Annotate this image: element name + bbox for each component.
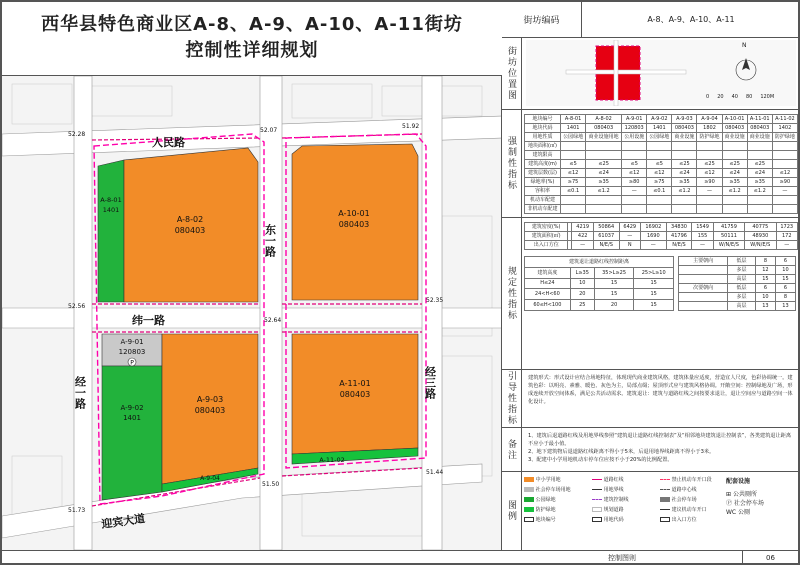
facilities-title: 配套设施 <box>726 478 751 485</box>
guide-table <box>524 222 798 250</box>
parcel-A-8-02[interactable] <box>124 148 258 302</box>
facility-item: WC 公厕 <box>726 509 751 516</box>
spacing-table <box>678 256 796 311</box>
label-A-8-01: A-8-01 <box>100 196 122 204</box>
title-block <box>2 2 502 76</box>
label-A-9-01: A-9-01 <box>120 338 144 346</box>
guidance-section <box>502 370 800 428</box>
table-row: 地块面积(㎡) <box>525 142 798 151</box>
control-label: 强制性指标 <box>502 110 522 217</box>
road-name-far-east: 经三路 <box>423 366 437 399</box>
location-label: 街坊位置图 <box>502 38 522 109</box>
legend-item: 建议机动车开口 <box>660 506 724 513</box>
facility-item: Ⓟ 社会停车场 <box>726 500 764 507</box>
label-A-10-01: A-10-01 <box>338 209 370 218</box>
legend-grid <box>524 476 724 523</box>
table-row: 60≤H<100 25 20 15 <box>525 300 674 311</box>
table-row: 建筑层数(层) ≤12 ≤24 ≤12 ≤12 ≤24 ≤12 ≤24 ≤24 ≤12 <box>525 169 798 178</box>
legend-item: 出入口方位 <box>660 516 724 523</box>
elev-4: 52.35 <box>426 297 444 304</box>
elev-1: 52.28 <box>68 131 86 138</box>
table-row: 多层 10 8 <box>679 293 796 302</box>
legend-item: 禁止机动车开口段 <box>660 476 724 483</box>
block-code-value: A-8、A-9、A-10、A-11 <box>647 15 735 24</box>
facilities-box <box>726 476 798 516</box>
table-row: 主要朝向 低层 8 6 <box>679 257 796 266</box>
legend-item: 地块编号 <box>524 516 588 523</box>
location-section <box>502 38 800 110</box>
code-A-9-01: 120803 <box>118 348 146 356</box>
setback-table <box>524 256 674 311</box>
code-A-11-01: 080403 <box>339 390 371 399</box>
legend-label: 图例 <box>502 472 522 550</box>
notes-section <box>502 428 800 472</box>
legend-item: 规划道路 <box>592 506 656 513</box>
table-row: 出入口方位 — N/E/S N — N/E/S — W/N/E/S W/N/E/S — <box>525 241 798 250</box>
legend-item: 道路红线 <box>592 476 656 483</box>
guide-table-wrap <box>524 222 798 311</box>
legend-item: 公园绿地 <box>524 496 588 503</box>
location-map[interactable] <box>526 40 796 106</box>
table-row: 地块代码 1401 080403 120803 1401 080403 1802 080403 080403 1402 <box>525 124 798 133</box>
table-row: H≤24 10 15 15 <box>525 278 674 289</box>
block-code-label: 街坊编码 <box>502 2 582 37</box>
elev-7: 51.50 <box>262 481 280 488</box>
legend-item: 道路中心线 <box>660 486 724 493</box>
elev-2: 52.07 <box>260 127 278 134</box>
road-name-middle: 纬一路 <box>132 314 165 327</box>
label-A-9-02: A-9-02 <box>120 404 144 412</box>
table-row: 绿地率(%) ≥75 ≥35 ≥80 ≥75 ≥35 ≥90 ≥35 ≥35 ≥90 <box>525 178 798 187</box>
legend-item: 用地界线 <box>592 486 656 493</box>
page-number: 06 <box>742 551 798 565</box>
north-icon: N <box>742 42 747 49</box>
control-table-wrap <box>524 114 798 214</box>
guidance-text: 建筑形式：形式设计应结合场地特征，体现现代商业建筑风格，建筑体量应适度，营造宜人尺度，色彩协调统一。建筑色彩：以明亮、素雅、暖色、灰色为主，局部点缀；屋顶形式应与建筑风格协调。开敞空间：控制绿地及广场，形成连续开放空间体系，满足公共活动需求。建筑退让：建筑与道路红线之间按要求退让，退让空间应与道路空间一体化设计。 <box>528 375 793 405</box>
table-row: 高层 15 15 <box>679 275 796 284</box>
table-row: 用地性质 公园绿地 商业设施用地 公用设施 公园绿地 商业设施 防护绿地 商业设施 商业设施 防护绿地 <box>525 133 798 142</box>
table-row: 建筑限高 <box>525 151 798 160</box>
elev-3: 51.92 <box>402 123 420 130</box>
table-row: 多层 12 10 <box>679 266 796 275</box>
parcel-A-8-01[interactable] <box>98 160 124 302</box>
code-A-10-01: 080403 <box>338 220 370 229</box>
label-A-11-01: A-11-01 <box>339 379 371 388</box>
footer-label: 控制图则 <box>608 554 636 562</box>
table-row: 建筑高度(m) ≤5 ≤25 ≤5 ≤5 ≤25 ≤25 ≤25 ≤25 <box>525 160 798 169</box>
setback-tables <box>524 256 798 311</box>
control-header-row: 地块编号 A-8-01 A-8-02 A-9-01 A-9-02 A-9-03 A-9-04 A-10-01 A-11-01 A-11-02 <box>525 115 798 124</box>
code-A-9-02: 1401 <box>123 414 141 422</box>
note-item: 3、配建中小学用地机动车停车位应按不小于20%的比例配置。 <box>528 457 673 463</box>
guidance-label: 引导性指标 <box>502 370 522 427</box>
table-row: 次要朝向 低层 6 6 <box>679 284 796 293</box>
table-row: 建筑密度(%) 4219 50864 6429 16902 34830 1549 41759 40775 1723 <box>525 223 798 232</box>
label-A-8-02: A-8-02 <box>176 215 204 224</box>
parcel-A-9-02[interactable] <box>102 366 162 500</box>
sheet-title: 西华县特色商业区A-8、A-9、A-10、A-11街坊 <box>41 14 463 35</box>
table-row: 建筑面积(㎡) 422 61037 — 1690 41796 155 50111 48930 172 <box>525 232 798 241</box>
code-A-8-02: 080403 <box>174 226 206 235</box>
table-row: 24<H<60 20 15 15 <box>525 289 674 300</box>
legend-section <box>502 472 800 550</box>
plan-map[interactable] <box>2 76 502 550</box>
code-A-9-03: 080403 <box>194 406 226 415</box>
table-row: 非机动车配建 <box>525 205 798 214</box>
note-item: 2、地下建筑物后退道路红线距离不得小于5米，后退用地界线距离不得小于3米。 <box>528 449 715 455</box>
legend-item: 防护绿地 <box>524 506 588 513</box>
note-item: 1、建筑后退道路红线及用地界线参照“建筑退让道路红线控制表”及“相邻地块建筑退让控制表”，各类建筑退让距离不应小于最小值。 <box>528 433 792 447</box>
legend-item: 中小学用地 <box>524 476 588 483</box>
label-A-9-03: A-9-03 <box>196 395 224 404</box>
code-A-8-01: 1401 <box>102 206 120 214</box>
table-row: 容积率 ≤0.1 ≤1.2 — ≤0.1 ≤1.2 — ≤1.2 ≤1.2 — <box>525 187 798 196</box>
road-name-top: 人民路 <box>152 136 185 149</box>
setback-title: 建筑退让道路红线控制距离 <box>525 257 674 268</box>
elev-6: 52.56 <box>68 303 86 310</box>
elev-5: 52.64 <box>264 317 282 324</box>
legend-item: 用地代码 <box>592 516 656 523</box>
legend-item: 社会停车场用地 <box>524 486 588 493</box>
legend-item: 社会停车场 <box>660 496 724 503</box>
map-canvas[interactable] <box>2 76 502 550</box>
facility-item: ⊞ 公共厕所 <box>726 491 757 498</box>
label-A-11-02: A-11-02 <box>319 456 345 464</box>
control-section <box>502 110 800 218</box>
elev-8: 51.44 <box>426 469 444 476</box>
scale-bar: 0 20 40 80 120M <box>706 94 775 100</box>
svg-text:P: P <box>130 359 134 367</box>
road-name-east: 东一路 <box>263 224 277 257</box>
block-code-header <box>502 2 800 38</box>
guide-section <box>502 218 800 370</box>
road-name-bottom: 迎宾大道 <box>100 511 146 531</box>
table-row: 机动车配建 <box>525 196 798 205</box>
road-name-west: 经一路 <box>73 376 87 409</box>
legend-item: 建筑控制线 <box>592 496 656 503</box>
notes-list <box>524 430 798 466</box>
table-row: 高层 13 13 <box>679 302 796 311</box>
sheet-subtitle: 控制性详细规划 <box>185 40 319 61</box>
table-row: 建筑高度 L≥35 35>L≥25 25>L≥10 <box>525 267 674 278</box>
notes-label: 备注 <box>502 428 522 471</box>
control-table <box>524 114 798 214</box>
footer-bar <box>2 550 800 565</box>
label-A-9-04: A-9-04 <box>200 475 220 482</box>
guide-label: 规定性指标 <box>502 218 522 369</box>
info-panel <box>502 2 800 550</box>
elev-9: 51.73 <box>68 507 86 514</box>
